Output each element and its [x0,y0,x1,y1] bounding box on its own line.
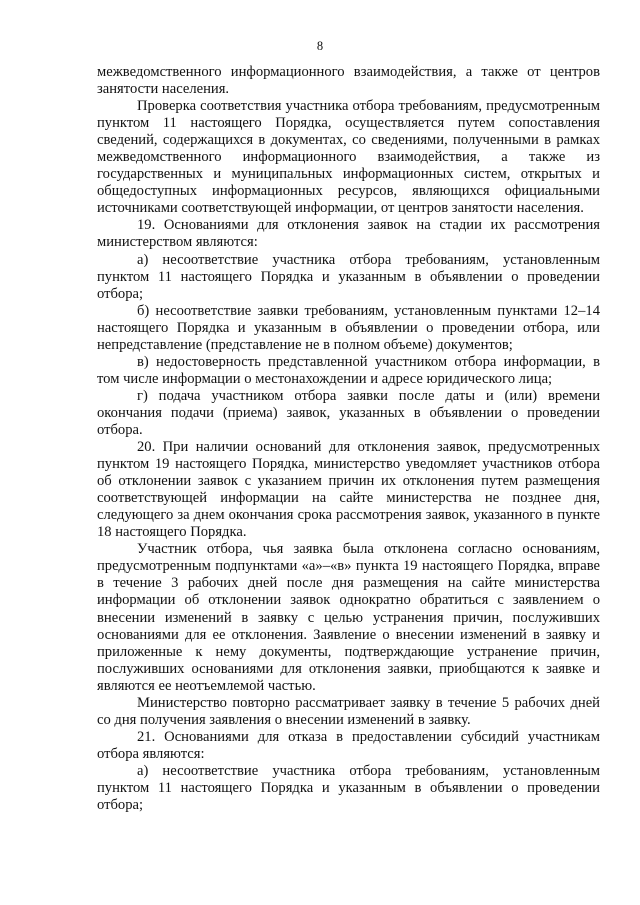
paragraph-repeat-review: Министерство повторно рассматривает заявку в течение 5 рабочих дней со дня получения заявления о внесении изменений в заявку. [97,694,600,728]
paragraph-item-21-a: а) несоответствие участника отбора требованиям, установленным пунктом 11 настоящего Порядка и указанным в объявлении о проведении отбора; [97,762,600,814]
paragraph-item-19-a: а) несоответствие участника отбора требованиям, установленным пунктом 11 настоящего Порядка и указанным в объявлении о проведении отбора; [97,251,600,302]
page-number: 8 [316,39,324,53]
paragraph-item-21: 21. Основаниями для отказа в предоставлении субсидий участникам отбора являются: [97,728,600,762]
paragraph-verification: Проверка соответствия участника отбора требованиям, предусмотренным пунктом 11 настоящего Порядка, осуществляется путем сопоставления сведений, содержащихся в документах, со сведениями, полученными в рамках межведомственного информационного взаимодействия, а также из государственных и муниципальных информационных систем, открытых и общедоступных информационных ресурсов, являющихся официальными источниками соответствующей информации, от центров занятости населения. [97,98,600,217]
paragraph-continuation: межведомственного информационного взаимодействия, а также от центров занятости населения. [97,64,600,98]
paragraph-resubmission: Участник отбора, чья заявка была отклонена согласно основаниям, предусмотренным подпунктами «а»–«в» пункта 19 настоящего Порядка, вправе в течение 3 рабочих дней после дня размещения на сайте министерства информации об отклонении заявок однократно обратиться с заявлением о внесении изменений в заявку с целью устранения причин, послуживших основаниями для ее отклонения. Заявление о внесении изменений в заявку и приложенные к нему документы, подтверждающие устранение причин, послуживших основаниями для отклонения заявки, приобщаются к заявке и являются ее неотъемлемой частью. [97,541,600,694]
paragraph-item-19-v: в) недостоверность представленной участником отбора информации, в том числе информации о местонахождении и адресе юридического лица; [97,353,600,387]
paragraph-item-19-g: г) подача участником отбора заявки после даты и (или) времени окончания подачи (приема) заявок, указанных в объявлении о проведении отбора. [97,387,600,438]
paragraph-item-19: 19. Основаниями для отклонения заявок на стадии их рассмотрения министерством являются: [97,217,600,251]
document-body [97,64,600,814]
paragraph-item-19-b: б) несоответствие заявки требованиям, установленным пунктами 12–14 настоящего Порядка и указанным в объявлении о проведении отбора, или непредставление (представление не в полном объеме) документов; [97,302,600,353]
paragraph-item-20: 20. При наличии оснований для отклонения заявок, предусмотренных пунктом 19 настоящего Порядка, министерство уведомляет участников отбора об отклонении заявок с указанием причин их отклонения путем размещения соответствующей информации на сайте министерства не позднее дня, следующего за днем окончания срока рассмотрения заявок, указанного в пункте 18 настоящего Порядка. [97,439,600,541]
